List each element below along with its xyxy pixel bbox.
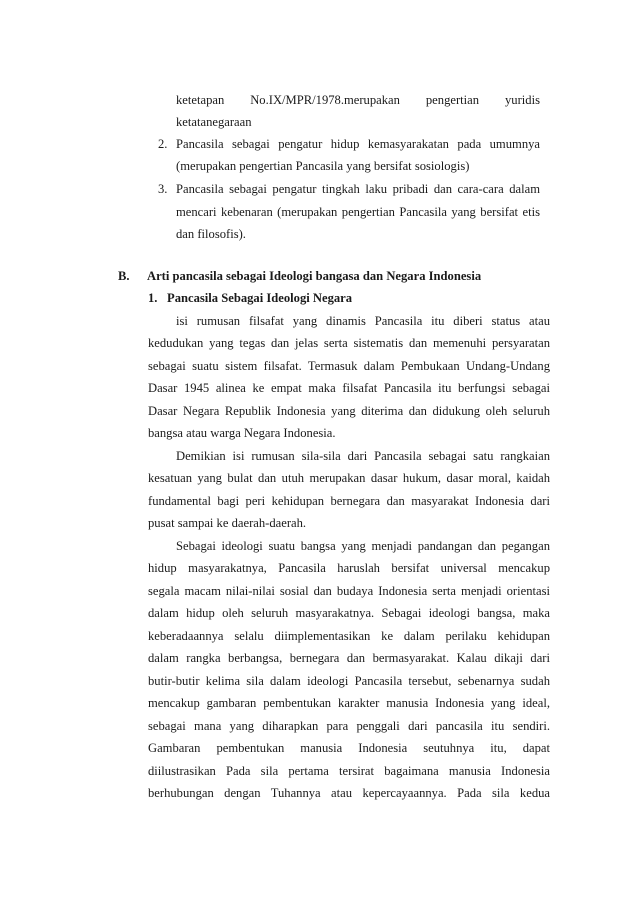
list-item-line: dan filosofis). (176, 227, 246, 241)
list-item-line: (merupakan pengertian Pancasila yang bersifat sosiologis) (176, 159, 470, 173)
paragraph-line: diilustrasikan Pada sila pertama tersirat bagaimana manusia Indonesia (148, 764, 550, 778)
paragraph-line: isi rumusan filsafat yang dinamis Pancasila itu diberi status atau (176, 314, 550, 328)
paragraph-line: keberadaannya selalu diimplementasikan ke dalam perilaku kehidupan (148, 629, 550, 643)
paragraph-line: Demikian isi rumusan sila-sila dari Pancasila sebagai satu rangkaian (176, 449, 550, 463)
paragraph-line: butir-butir kelima sila dalam ideologi Pancasila tersebut, sebenarnya sudah (148, 674, 550, 688)
paragraph-line: berhubungan dengan Tuhannya atau kepercayaannya. Pada sila kedua (148, 786, 550, 800)
paragraph-line: fundamental bagi peri kehidupan bernegara dan masyarakat Indonesia dari (148, 494, 550, 508)
continued-line: ketatanegaraan (176, 115, 252, 129)
section-heading: Arti pancasila sebagai Ideologi bangasa dan Negara Indonesia (147, 269, 482, 283)
list-item-line: Pancasila sebagai pengatur hidup kemasyarakatan pada umumnya (176, 137, 540, 151)
paragraph-line: pusat sampai ke daerah-daerah. (148, 516, 307, 530)
list-number: 2. (158, 137, 168, 151)
subsection-heading: Pancasila Sebagai Ideologi Negara (167, 291, 353, 305)
paragraph-line: dalam hidup oleh seluruh masyarakatnya. Sebagai ideologi bangsa, maka (148, 606, 550, 620)
list-item-line: mencari kebenaran (merupakan pengertian Pancasila yang bersifat etis (176, 205, 540, 219)
section-letter: B. (118, 269, 130, 283)
paragraph-line: dalam rangka berbangsa, bernegara dan bermasyarakat. Kalau dikaji dari (148, 651, 550, 665)
paragraph-line: sebagai suatu sistem filsafat. Termasuk dalam Pembukaan Undang-Undang (148, 359, 550, 373)
paragraph-line: Gambaran pembentukan manusia Indonesia seutuhnya itu, dapat (148, 741, 550, 755)
paragraph-line: segala macam nilai-nilai sosial dan budaya Indonesia serta menjadi orientasi (148, 584, 550, 598)
list-item-line: Pancasila sebagai pengatur tingkah laku pribadi dan cara-cara dalam (176, 182, 540, 196)
paragraph-line: Sebagai ideologi suatu bangsa yang menjadi pandangan dan pegangan (176, 539, 550, 553)
paragraph-line: Dasar 1945 alinea ke empat maka filsafat Pancasila itu berfungsi sebagai (148, 381, 550, 395)
list-number: 3. (158, 182, 168, 196)
paragraph-line: Dasar Negara Republik Indonesia yang diterima dan didukung oleh seluruh (148, 404, 550, 418)
paragraph-line: mencakup gambaran pembentukan karakter manusia Indonesia yang ideal, (148, 696, 550, 710)
paragraph-line: kesatuan yang bulat dan utuh merupakan dasar hukum, dasar moral, kaidah (148, 471, 550, 485)
subsection-number: 1. (148, 291, 158, 305)
paragraph-line: kedudukan yang tegas dan jelas serta sistematis dan memenuhi persyaratan (148, 336, 550, 350)
continued-line: ketetapan No.IX/MPR/1978.merupakan pengertian yuridis (176, 93, 540, 107)
paragraph-line: sebagai mana yang diharapkan para penggali dari pancasila itu sendiri. (148, 719, 550, 733)
paragraph-line: hidup masyarakatnya, Pancasila haruslah bersifat universal mencakup (148, 561, 550, 575)
paragraph-line: bangsa atau warga Negara Indonesia. (148, 426, 336, 440)
